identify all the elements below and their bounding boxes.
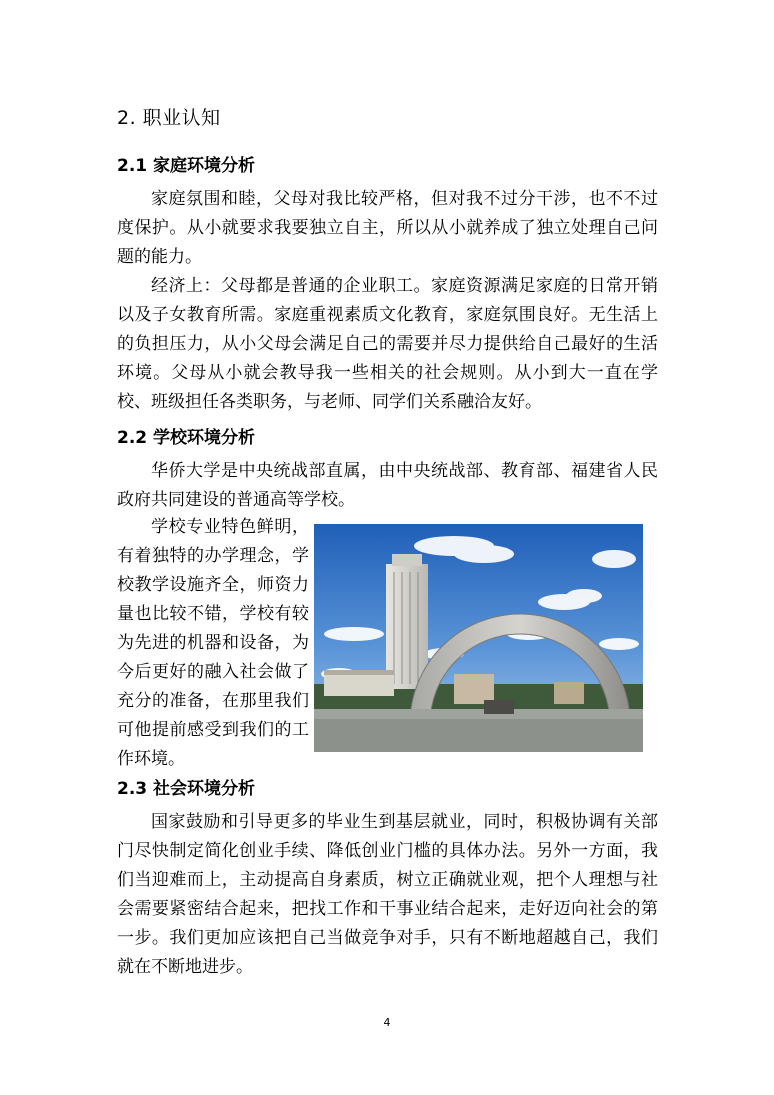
subheading-school-environment: 2.2 学校环境分析 xyxy=(117,428,256,448)
paragraph-family-atmosphere: 家庭氛围和睦，父母对我比较严格，但对我不过分干涉，也不不过度保护。从小就要求我要独立自主，所以从小就养成了独立处理自己问题的能力。 xyxy=(117,189,658,267)
paragraph-school-intro: 华侨大学是中央统战部直属，由中央统战部、教育部、福建省人民政府共同建设的普通高等学校。 xyxy=(117,461,658,510)
paragraph-social-environment: 国家鼓励和引导更多的毕业生到基层就业，同时，积极协调有关部门尽快制定简化创业手续、降低创业门槛的具体办法。另外一方面，我们当迎难而上，主动提高自身素质，树立正确就业观，把个人理想与社会需要紧密结合起来，把找工作和干事业结合起来，走好迈向社会的第一步。我们更加应该把自己当做竞争对手，只有不断地超越自己，我们就在不断地进步。 xyxy=(117,812,658,977)
campus-image xyxy=(314,524,643,752)
university-gate-photo xyxy=(314,524,643,752)
subheading-social-environment: 2.3 社会环境分析 xyxy=(117,779,256,799)
school-text-column xyxy=(117,513,309,774)
subheading-family-environment: 2.1 家庭环境分析 xyxy=(117,156,256,176)
section-heading-career-cognition: 2. 职业认知 xyxy=(117,107,221,129)
page-number: 4 xyxy=(383,1016,391,1029)
paragraph-school-features: 学校专业特色鲜明，有着独特的办学理念，学校教学设施齐全，师资力量也比较不错，学校有较为先进的机器和设备，为今后更好的融入社会做了充分的准备，在那里我们可他提前感受到我们的工作环境。 xyxy=(117,517,309,769)
paragraph-family-economy: 经济上：父母都是普通的企业职工。家庭资源满足家庭的日常开销以及子女教育所需。家庭重视素质文化教育，家庭氛围良好。无生活上的负担压力，从小父母会满足自己的需要并尽力提供给自己最好的生活环境。父母从小就会教导我一些相关的社会规则。从小到大一直在学校、班级担任各类职务，与老师、同学们关系融洽友好。 xyxy=(117,276,658,412)
